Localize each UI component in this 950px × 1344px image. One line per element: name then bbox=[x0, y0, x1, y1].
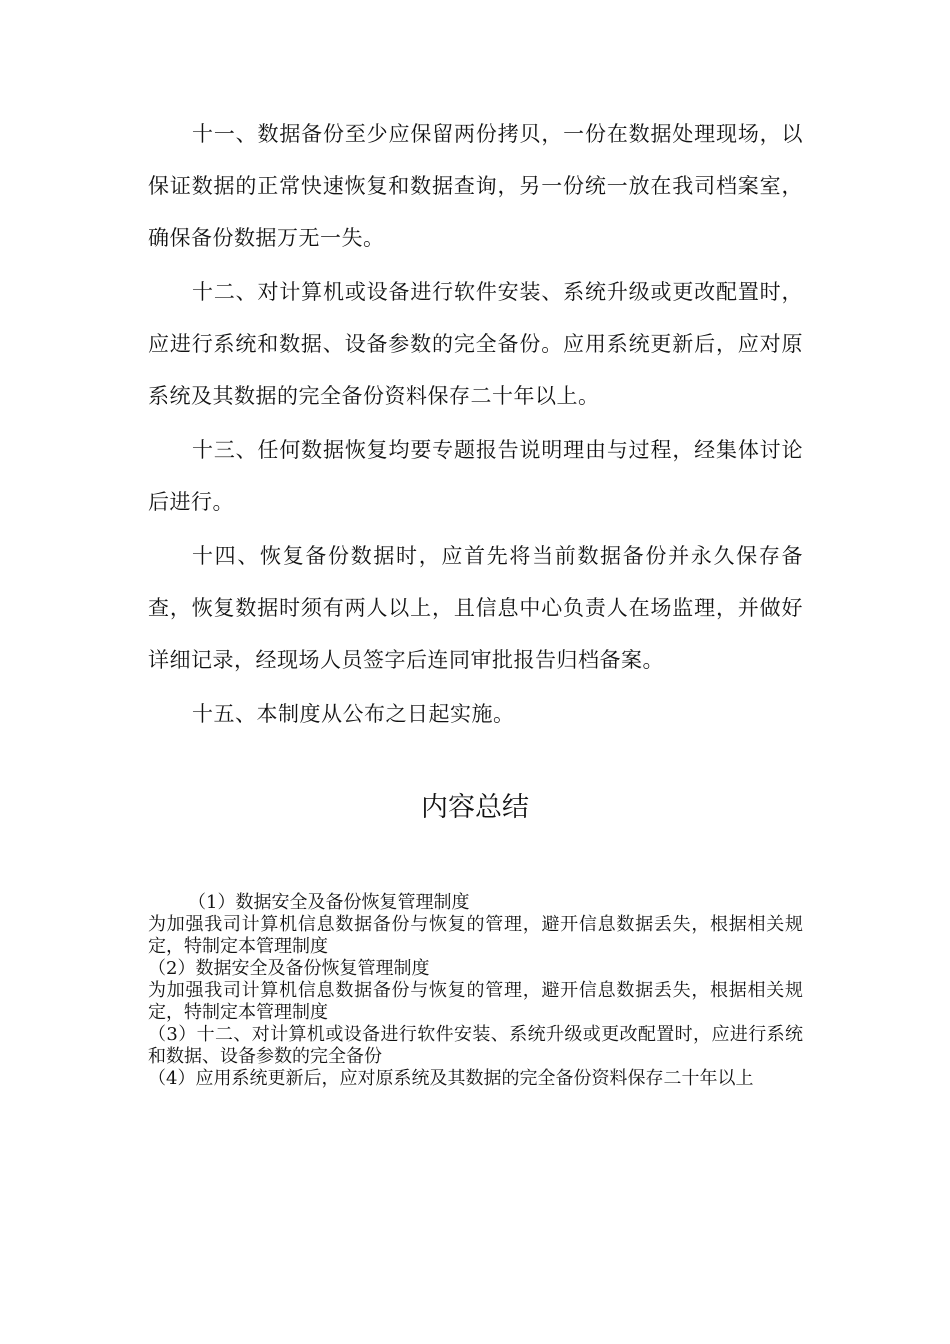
summary-section bbox=[148, 892, 803, 1090]
regulation-body bbox=[148, 108, 803, 742]
paragraph-11: 十一、数据备份至少应保留两份拷贝，一份在数据处理现场，以保证数据的正常快速恢复和数据查询，另一份统一放在我司档案室，确保备份数据万无一失。 bbox=[148, 122, 803, 250]
summary-item-2-text: 为加强我司计算机信息数据备份与恢复的管理，避开信息数据丢失，根据相关规定，特制定本管理制度 bbox=[148, 980, 803, 1023]
summary-item-1-heading: （1）数据安全及备份恢复管理制度 bbox=[188, 892, 470, 913]
summary-title: 内容总结 bbox=[421, 792, 529, 823]
paragraph-13: 十三、任何数据恢复均要专题报告说明理由与过程，经集体讨论后进行。 bbox=[148, 438, 803, 514]
paragraph-15: 十五、本制度从公布之日起实施。 bbox=[192, 702, 515, 726]
paragraph-12: 十二、对计算机或设备进行软件安装、系统升级或更改配置时，应进行系统和数据、设备参数的完全备份。应用系统更新后，应对原系统及其数据的完全备份资料保存二十年以上。 bbox=[148, 280, 803, 408]
summary-item-4: （4）应用系统更新后，应对原系统及其数据的完全备份资料保存二十年以上 bbox=[148, 1068, 754, 1089]
paragraph-14: 十四、恢复备份数据时，应首先将当前数据备份并永久保存备查，恢复数据时须有两人以上，且信息中心负责人在场监理，并做好详细记录，经现场人员签字后连同审批报告归档备案。 bbox=[148, 544, 803, 672]
summary-item-1-text: 为加强我司计算机信息数据备份与恢复的管理，避开信息数据丢失，根据相关规定，特制定本管理制度 bbox=[148, 914, 803, 957]
summary-item-3: （3）十二、对计算机或设备进行软件安装、系统升级或更改配置时，应进行系统和数据、设备参数的完全备份 bbox=[148, 1024, 803, 1067]
summary-item-2-heading: （2）数据安全及备份恢复管理制度 bbox=[148, 958, 430, 979]
